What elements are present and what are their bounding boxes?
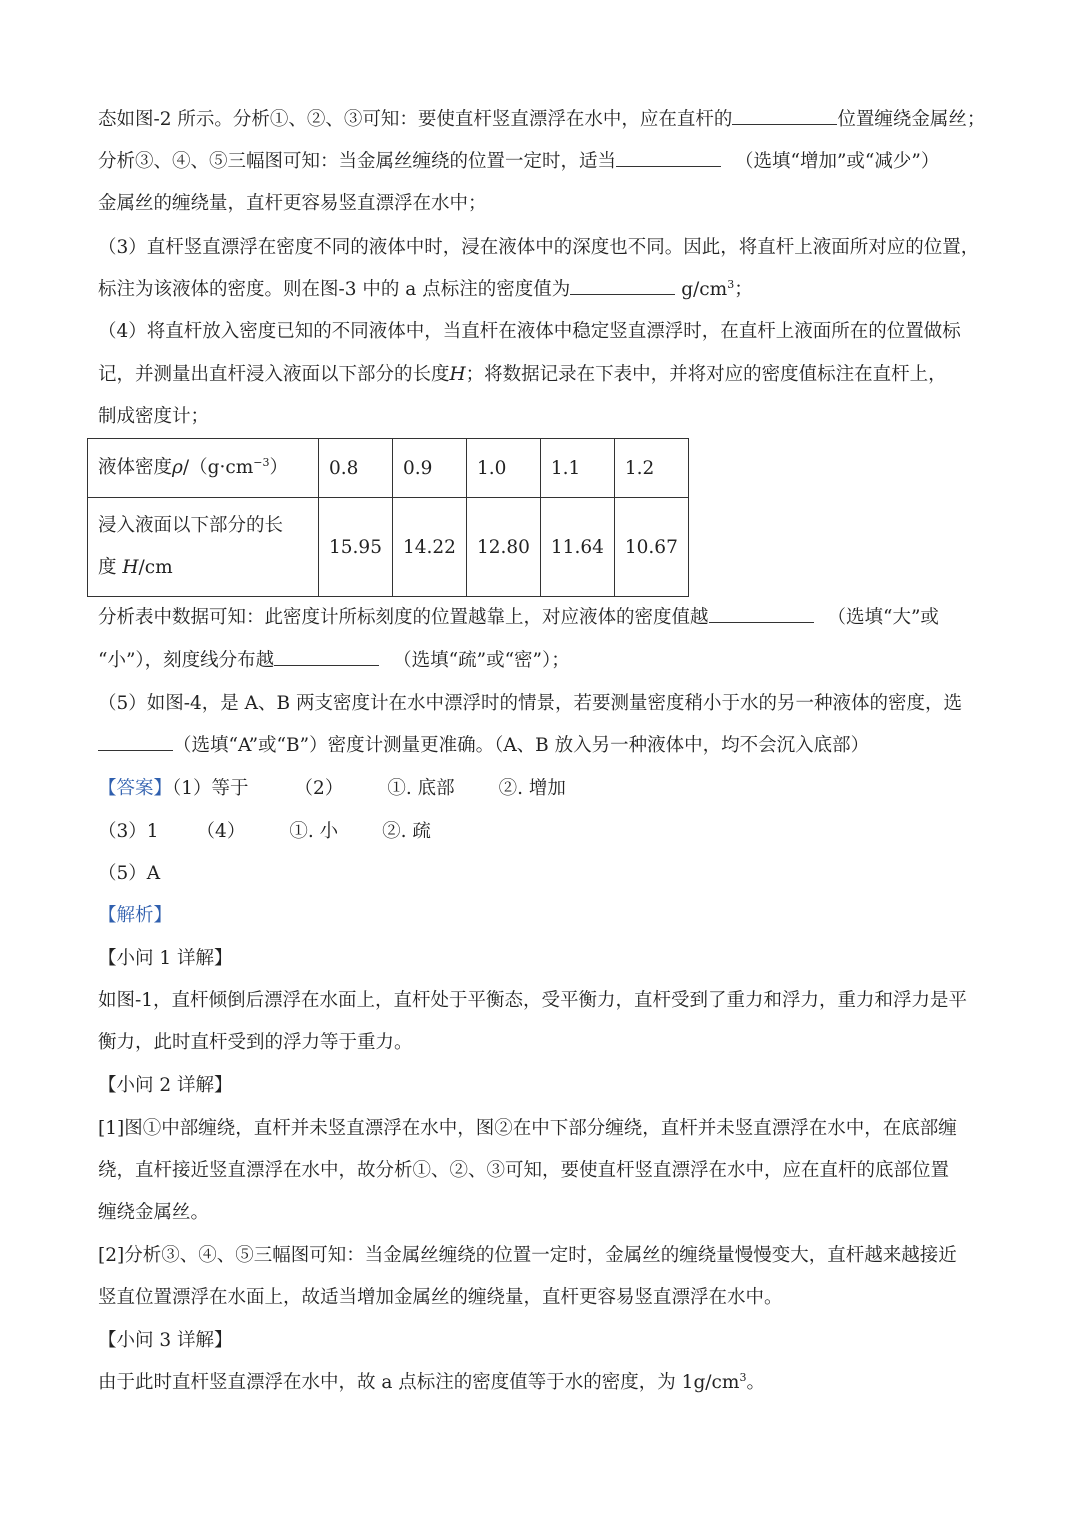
answer-blank[interactable] — [616, 140, 721, 167]
text-span: （3）直杆竖直漂浮在密度不同的液体中时，浸在液体中的深度也不同。因此，将直杆上液面所对应的位置， — [98, 237, 980, 258]
table-cell: 11.64 — [540, 498, 614, 597]
q4-line-2 — [98, 353, 947, 397]
paragraph-line: 缠绕金属丝。 — [98, 1202, 210, 1223]
table-cell: 0.9 — [392, 439, 466, 498]
analysis-line-1 — [98, 596, 939, 640]
paragraph-line: 由于此时直杆竖直漂浮在水中，故 a 点标注的密度值等于水的密度，为 $1g/cm^3$。 — [98, 1370, 765, 1393]
text-span: （选填“疏”或“密”）； — [393, 650, 570, 671]
paragraph-line: [2]分析③、④、⑤三幅图可知：当金属丝缠绕的位置一定时，金属丝的缠绕量慢慢变大，直杆越来越接近 — [98, 1245, 957, 1266]
q5-line-1 — [98, 682, 962, 726]
analysis-tag: 【解析】 — [98, 905, 173, 926]
text-span: 金属丝的缠绕量，直杆更容易竖直漂浮在水中； — [98, 193, 487, 214]
variable-H: H — [449, 364, 466, 385]
table-cell: 12.80 — [466, 498, 540, 597]
paragraph-line: 衡力，此时直杆受到的浮力等于重力。 — [98, 1032, 413, 1053]
sub-question-3-title: 【小问 3 详解】 — [98, 1330, 233, 1351]
q3-line-2 — [98, 268, 753, 312]
q2-line-2 — [98, 140, 939, 184]
text-span: “小”），刻度线分布越 — [98, 650, 275, 671]
table-row — [88, 439, 689, 498]
answer-line-3: （5）A — [98, 863, 161, 884]
q4-line-3 — [98, 395, 209, 439]
answer-blank[interactable] — [274, 639, 379, 666]
text-span: （4）将直杆放入密度已知的不同液体中，当直杆在液体中稳定竖直漂浮时，在直杆上液面所在的位置做标 — [98, 321, 961, 342]
q2-line-1 — [98, 98, 985, 142]
density-data-table — [87, 438, 689, 597]
table-row — [88, 498, 689, 597]
table-row-header: 液体密度$\rho/(g\cdot cm^{-3})$ — [88, 439, 319, 498]
text-span: ；将数据记录在下表中，并将对应的密度值标注在直杆上， — [465, 364, 947, 385]
text-span: （选填“大”或 — [827, 607, 939, 628]
text-span: （5）如图-4，是 A、B 两支密度计在水中漂浮时的情景，若要测量密度稍小于水的另一种液体的密度，选 — [98, 693, 963, 714]
table-row-header: 浸入液面以下部分的长 度 H/cm — [88, 498, 319, 597]
answer-tag: 【答案】 — [98, 778, 173, 799]
table-cell: 1.2 — [614, 439, 688, 498]
paragraph-line: 竖直位置漂浮在水面上，故适当增加金属丝的缠绕量，直杆更容易竖直漂浮在水中。 — [98, 1287, 783, 1308]
text-span: （选填“A”或“B”）密度计测量更准确。（A、B 放入另一种液体中，均不会沉入底部） — [173, 735, 870, 756]
text-span: （选填“增加”或“减少”） — [735, 151, 940, 172]
text-span: 标注为该液体的密度。则在图-3 中的 a 点标注的密度值为 — [98, 279, 571, 300]
table-cell: 0.8 — [319, 439, 393, 498]
unit-text: g/cm — [681, 279, 728, 300]
q4-line-1 — [98, 310, 961, 354]
table-cell: 1.1 — [540, 439, 614, 498]
text-span: 制成密度计； — [98, 406, 210, 427]
answer-blank[interactable] — [732, 98, 837, 125]
analysis-heading — [98, 894, 172, 938]
text-span: 分析表中数据可知：此密度计所标刻度的位置越靠上，对应液体的密度值越 — [98, 607, 709, 628]
table-cell: 14.22 — [392, 498, 466, 597]
sub-question-1-title: 【小问 1 详解】 — [98, 948, 233, 969]
text-span: 分析③、④、⑤三幅图可知：当金属丝缠绕的位置一定时，适当 — [98, 151, 617, 172]
paragraph-line: 如图-1，直杆倾倒后漂浮在水面上，直杆处于平衡态，受平衡力，直杆受到了重力和浮力，重力和浮力是平 — [98, 990, 968, 1011]
table-cell: 1.0 — [466, 439, 540, 498]
answer-blank[interactable] — [98, 724, 173, 751]
superscript: 3 — [727, 277, 735, 291]
q2-line-3 — [98, 182, 487, 226]
q3-line-1 — [98, 226, 979, 270]
paragraph-line: 绕，直杆接近竖直漂浮在水中，故分析①、②、③可知，要使直杆竖直漂浮在水中，应在直杆的底部位置 — [98, 1160, 950, 1181]
text-span: 记，并测量出直杆浸入液面以下部分的长度 — [98, 364, 450, 385]
table-cell: 15.95 — [319, 498, 393, 597]
analysis-line-2 — [98, 639, 570, 683]
sub-question-2-title: 【小问 2 详解】 — [98, 1075, 233, 1096]
answer-blank[interactable] — [709, 596, 814, 623]
text-span: ； — [734, 279, 753, 300]
answer-line-2: （3）1 （4） ①. 小 ②. 疏 — [98, 821, 431, 842]
table-cell: 10.67 — [614, 498, 688, 597]
text-span: 态如图-2 所示。分析①、②、③可知：要使直杆竖直漂浮在水中，应在直杆的 — [98, 109, 733, 130]
answer-line-1: 【答案】（1）等于 （2） ①. 底部 ②. 增加 — [98, 778, 566, 799]
q5-line-2 — [98, 724, 869, 768]
paragraph-line: [1]图①中部缠绕，直杆并未竖直漂浮在水中，图②在中下部分缠绕，直杆并未竖直漂浮在水中，在底部缠 — [98, 1118, 957, 1139]
answer-blank[interactable] — [570, 268, 675, 295]
text-span: 位置缠绕金属丝； — [837, 109, 986, 130]
